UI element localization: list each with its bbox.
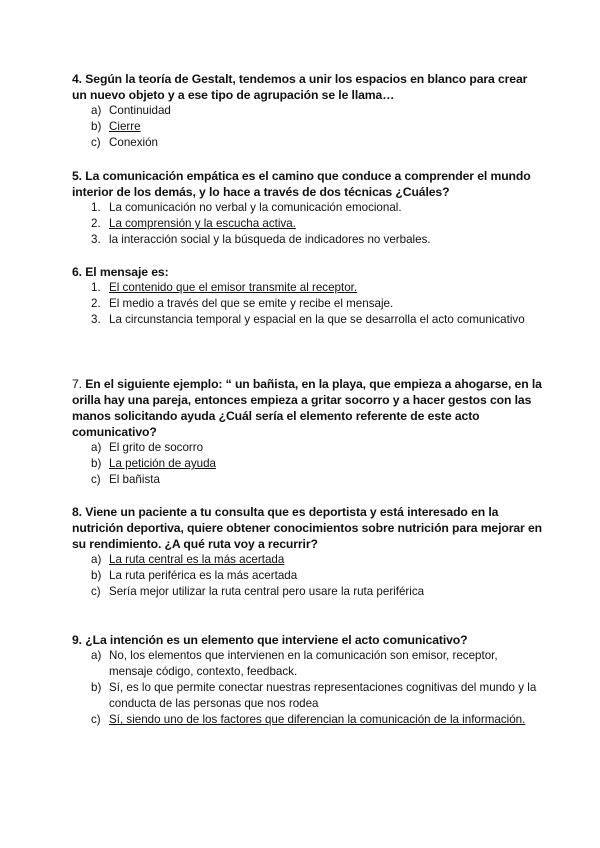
answer-option [72,232,542,248]
option-text: La circunstancia temporal y espacial en la que se desarrolla el acto comunicativo [109,313,525,326]
answer-option [72,584,542,600]
option-text: La comunicación no verbal y la comunicación emocional. [109,201,402,214]
option-marker: a) [91,441,102,454]
question-text: Viene un paciente a tu consulta que es deportista y está interesado en la nutrición deportiva, quiere obtener conocimientos sobre nutrición para mejorar en su rendimiento. ¿A qué ruta voy a recurrir? [72,505,543,551]
question-title [72,168,542,200]
option-text: La petición de ayuda [109,457,217,470]
option-marker: b) [91,457,102,470]
question-4 [72,71,542,151]
question-number: 4. [72,72,82,86]
option-text: la interacción social y la búsqueda de indicadores no verbales. [109,233,431,246]
option-text: El medio a través del que se emite y recibe el mensaje. [109,297,394,310]
answer-list [72,200,542,248]
answer-option [72,648,542,680]
option-marker: c) [91,585,101,598]
question-number: 6. [72,265,82,279]
question-title [72,376,542,440]
answer-option [72,200,542,216]
option-marker: 1. [91,201,101,214]
option-text: Continuidad [109,104,171,117]
question-title [72,71,542,103]
option-text: Cierre [109,120,141,133]
option-text: No, los elementos que intervienen en la comunicación son emisor, receptor, mensaje código, contexto, feedback. [109,649,498,678]
question-text: Según la teoría de Gestalt, tendemos a unir los espacios en blanco para crear un nuevo objeto y a ese tipo de agrupación se le llama… [72,72,528,102]
question-text: En el siguiente ejemplo: “ un bañista, en la playa, que empieza a ahogarse, en la orilla hay una pareja, entonces empieza a gritar socorro y a hacer gestos con las manos solicitando ayuda ¿Cuál sería el elemento referente de este acto comunicativo? [72,377,542,439]
option-marker: 3. [91,313,101,326]
option-marker: c) [91,136,101,149]
answer-option [72,312,542,328]
question-6 [72,264,542,328]
answer-option-correct [72,280,542,296]
answer-option [72,680,542,712]
question-7 [72,376,542,488]
answer-list [72,280,542,328]
option-text: El contenido que el emisor transmite al receptor. [109,281,358,294]
option-marker: a) [91,649,102,662]
question-text: ¿La intención es un elemento que interviene el acto comunicativo? [85,633,468,647]
answer-option [72,440,542,456]
question-number: 7. [72,377,82,391]
answer-list [72,103,542,151]
answer-option-correct [72,456,542,472]
option-text: El bañista [109,473,160,486]
question-number: 9. [72,633,82,647]
answer-option-correct [72,216,542,232]
question-5 [72,168,542,248]
option-text: Sí, es lo que permite conectar nuestras representaciones cognitivas del mundo y la conducta de las personas que nos rodea [109,681,537,710]
answer-option [72,568,542,584]
answer-option [72,296,542,312]
option-text: Sería mejor utilizar la ruta central pero usare la ruta periférica [109,585,425,598]
answer-list [72,552,542,600]
answer-option [72,103,542,119]
option-marker: a) [91,104,102,117]
option-marker: b) [91,569,102,582]
option-marker: 2. [91,217,101,230]
question-number: 5. [72,169,82,183]
question-8 [72,504,542,600]
question-title [72,264,542,280]
option-text: El grito de socorro [109,441,204,454]
question-text: El mensaje es: [85,265,169,279]
question-title [72,504,542,552]
answer-option [72,135,542,151]
option-marker: 3. [91,233,101,246]
answer-option-correct [72,712,542,728]
option-marker: c) [91,713,101,726]
option-marker: b) [91,120,102,133]
option-text: La ruta periférica es la más acertada [109,569,298,582]
option-marker: c) [91,473,101,486]
option-marker: 1. [91,281,101,294]
answer-option-correct [72,552,542,568]
answer-list [72,648,542,728]
answer-option-correct [72,119,542,135]
question-number: 8. [72,505,82,519]
option-text: Conexión [109,136,158,149]
option-marker: a) [91,553,102,566]
option-text: La comprensión y la escucha activa. [109,217,296,230]
question-text: La comunicación empática es el camino que conduce a comprender el mundo interior de los demás, y lo hace a través de dos técnicas ¿Cuáles? [72,169,531,199]
question-9 [72,632,542,728]
answer-list [72,440,542,488]
question-title [72,632,542,648]
answer-option [72,472,542,488]
option-marker: b) [91,681,102,694]
option-text: La ruta central es la más acertada [109,553,285,566]
option-text: Sí, siendo uno de los factores que diferencian la comunicación de la información. [109,713,526,726]
option-marker: 2. [91,297,101,310]
